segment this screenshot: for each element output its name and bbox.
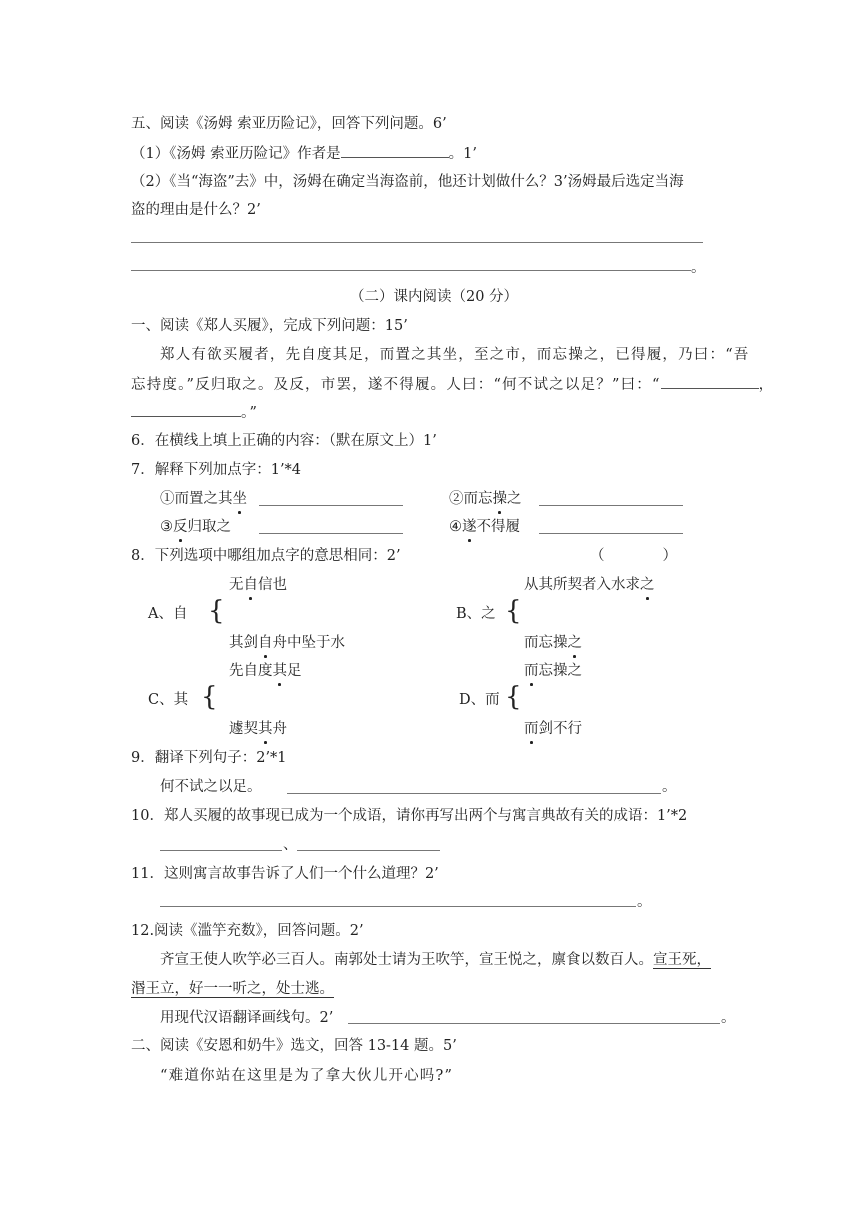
period: 。 [721,1010,736,1026]
question-7-title: 7．解释下列加点字：1’*4 [131,462,302,478]
end-quote: 。” [241,405,259,421]
question-6: 6．在横线上填上正确的内容：（默在原文上）1’ [131,433,437,449]
q9-sentence: 何不试之以足。 [160,779,262,795]
q8-a-bottom: 其剑自舟中坠于水 [229,635,345,651]
brace: { [505,596,522,626]
section-5-title: 五、阅读《汤姆 索亚历险记》，回答下列问题。6’ [131,116,447,132]
q8-b-label: B、之 [456,606,496,622]
answer-line[interactable] [259,505,403,506]
answer-paren[interactable]: （ ） [590,548,677,564]
answer-line[interactable] [287,793,661,794]
passage-quote: “难道你站在这里是为了拿大伙儿开心吗?” [160,1068,454,1084]
q7-item-3: ③反归取之 [160,519,231,535]
q8-d-label: D、而 [459,692,500,708]
q5-1-points: 。1’ [448,146,477,162]
underlined-sentence: 宣王死， [653,952,711,968]
q5-1-text: （1）《汤姆 索亚历险记》作者是 [131,146,341,162]
q8-a-label: A、自 [148,606,188,622]
brace: { [505,682,522,712]
q8-c-label: C、其 [148,692,189,708]
answer-line[interactable] [539,505,683,506]
question-5-2-line2: 盗的理由是什么？2’ [131,202,261,218]
answer-line[interactable] [160,850,282,851]
q7-item-4: ④遂不得履 [449,519,520,535]
question-10-title: 10．郑人买履的故事现已成为一个成语，请你再写出两个与寓言典故有关的成语：1’*2 [131,808,688,824]
q7-item-2: ②而忘操之 [449,491,522,507]
q8-c-bottom: 遽契其舟 [229,721,287,737]
passage-line1: 郑人有欲买履者，先自度其足，而置之其坐，至之市，而忘操之，已得履，乃曰：“吾 [160,347,750,363]
answer-line[interactable] [259,533,403,534]
answer-line[interactable] [348,1023,720,1024]
underlined-sentence: 湣王立，好一一听之，处士逃。 [131,981,334,997]
answer-line[interactable] [160,906,636,907]
question-5-1 [131,143,477,164]
q8-c-top: 先自度其足 [229,663,302,679]
answer-line[interactable] [297,850,440,851]
separator: 、 [283,837,298,853]
q8-a-top: 无自信也 [229,577,287,593]
q12-passage-line1: 齐宣王使人吹竽必三百人。南郭处士请为王吹竽，宣王悦之，廪食以数百人。宣王死， [160,952,711,968]
brace: { [208,596,225,626]
answer-line[interactable] [131,242,703,243]
question-11-title: 11．这则寓言故事告诉了人们一个什么道理？2’ [131,866,439,882]
question-12-title: 12.阅读《滥竽充数》，回答问题。2’ [131,923,364,939]
question-9-title: 9．翻译下列句子：2’*1 [131,750,287,766]
passage-line3 [131,402,258,423]
q12-passage-line2 [131,979,334,999]
answer-line[interactable] [131,270,691,271]
answer-line[interactable] [539,533,683,534]
q8-b-bottom: 而忘操之 [524,635,582,651]
q8-d-bottom: 而剑不行 [524,721,582,737]
passage-line2 [131,374,774,395]
q8-b-top: 从其所契者入水求之 [524,577,655,593]
part-two-title: 二、阅读《安恩和奶牛》选文，回答 13-14 题。5’ [131,1038,457,1054]
period: 。 [662,779,677,795]
comma: ， [758,377,775,393]
answer-blank[interactable] [341,143,449,158]
passage-text: 忘持度。”反归取之。及反，市罢，遂不得履。人曰：“何不试之以足？”曰：“ [131,377,661,393]
section-header: （二）课内阅读（20 分） [350,289,519,305]
part-one-title: 一、阅读《郑人买履》，完成下列问题：15’ [131,318,408,334]
question-8-title: 8．下列选项中哪组加点字的意思相同：2’ [131,548,401,564]
question-5-2-line1: （2）《当“海盗”去》中，汤姆在确定当海盗前，他还计划做什么？3’汤姆最后选定当海 [131,174,684,190]
fill-blank[interactable] [661,374,759,389]
q12-ask: 用现代汉语翻译画线句。2’ [160,1010,334,1026]
q7-item-1: ①而置之其坐 [160,491,247,507]
fill-blank[interactable] [131,402,241,417]
brace: { [201,682,218,712]
q8-d-top: 而忘操之 [524,663,582,679]
period: 。 [691,260,706,276]
period: 。 [637,894,652,910]
